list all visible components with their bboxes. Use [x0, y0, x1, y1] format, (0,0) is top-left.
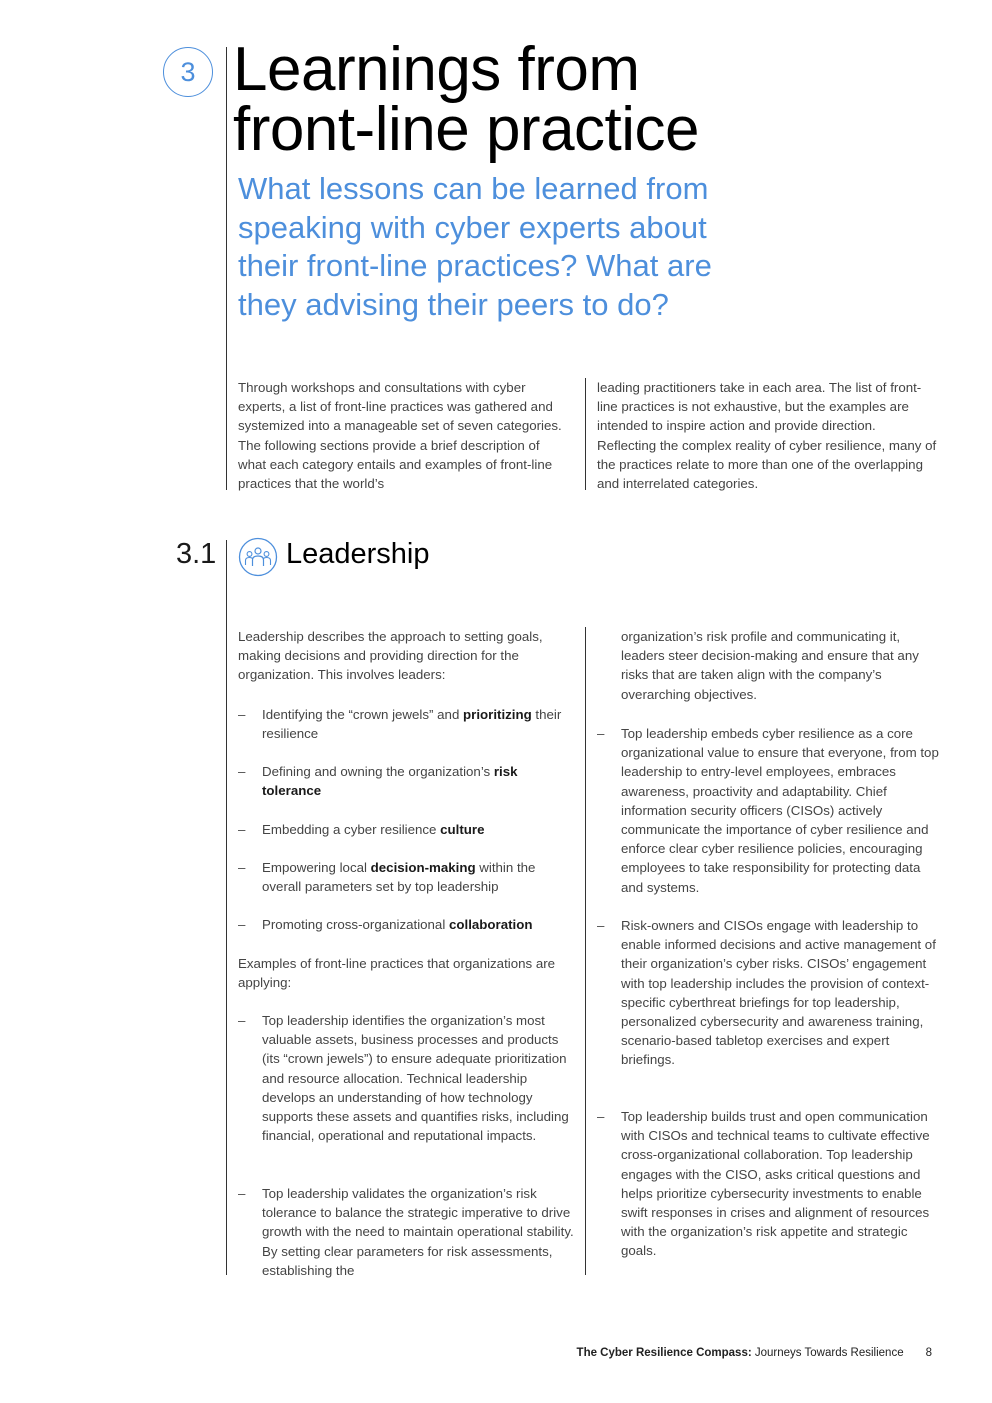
section-title: Leadership [286, 538, 430, 570]
chapter-subtitle: What lessons can be learned from speaking with cyber experts about their front-line practices? What are they advising their peers to do? [238, 171, 712, 322]
body-column-divider [585, 627, 586, 1275]
chapter-title-line1: Learnings from [233, 35, 640, 104]
example-item: – Top leadership builds trust and open communication with CISOs and technical teams to cultivate effective cross-organizational collaboration. Top leadership engages with the CISO, asks critical questions and helps prioritize cybersecurity investments to enable swift responses in crises and alignment of resources with the organization’s risk appetite and strategic goals. [597, 1109, 930, 1259]
list-item: – Identifying the “crown jewels” and prioritizing their resilience [238, 707, 562, 742]
footer-title: The Cyber Resilience Compass: [576, 1347, 752, 1359]
example-item: – Top leadership embeds cyber resilience as a core organizational value to ensure that everyone, from top leadership to entry-level employees, embraces awareness, proactivity and adaptability. Chief information security officers (CISOs) actively communicate the importance of cyber resilience and enforce clear cyber resilience policies, encouraging employees to take responsibility for protecting data and systems. [597, 726, 939, 895]
intro-column-2: leading practitioners take in each area. The list of front-line practices is not exhaustive, but the examples are intended to inspire action and provide direction. Reflecting the complex reality of cyber resilience, many of the practices relate to more than one of the overlapping and interrelated categories. [597, 380, 937, 492]
example-continuation: organization’s risk profile and communicating it, leaders steer decision-making and ensure that any risks that are taken align with the company’s overarching objectives. [621, 629, 919, 702]
page-footer [577, 1347, 932, 1359]
footer-subtitle: Journeys Towards Resilience [751, 1347, 904, 1359]
chapter-title [233, 35, 953, 164]
intro-column-divider [585, 378, 586, 490]
list-item: – Empowering local decision-making within the overall parameters set by top leadership [238, 860, 536, 895]
chapter-title-line2: front-line practice [233, 95, 700, 164]
people-group-icon [238, 537, 278, 577]
examples-intro: Examples of front-line practices that organizations are applying: [238, 956, 556, 991]
example-item: – Top leadership identifies the organization’s most valuable assets, business processes and products (its “crown jewels”) to ensure adequate prioritization and resource allocation. Technical leadership develops an understanding of how technology supports these assets and quantifies risks, including financial, operational and reputational impacts. [238, 1013, 569, 1144]
chapter-number-badge [163, 47, 213, 97]
chapter-rule [226, 47, 227, 490]
list-item: – Embedding a cyber resilience culture [238, 822, 485, 837]
chapter-number: 3 [180, 56, 196, 87]
example-item: – Risk-owners and CISOs engage with leadership to enable informed decisions and active management of their organization’s cyber risks. CISOs’ engagement with top leadership includes the provision of context-specific cyberthreat briefings for top leadership, personalized cybersecurity and awareness training, scenario-based tabletop exercises and expert briefings. [597, 918, 936, 1068]
page-number: 8 [925, 1347, 932, 1359]
section-lead: Leadership describes the approach to setting goals, making decisions and providing direction for the organization. This involves leaders: [238, 629, 543, 683]
intro-column-1: Through workshops and consultations with cyber experts, a list of front-line practices was gathered and systemized into a manageable set of seven categories. The following sections provide a brief description of what each category entails and examples of front-line practices that the world’s [238, 380, 562, 492]
list-item: – Promoting cross-organizational collaboration [238, 917, 533, 932]
section-number: 3.1 [176, 538, 217, 570]
example-item: – Top leadership validates the organization’s risk tolerance to balance the strategic imperative to drive growth with the need to maintain operational stability. By setting clear parameters for risk assessments, establishing the [238, 1186, 574, 1278]
list-item: – Defining and owning the organization’s risk tolerance [238, 764, 518, 799]
section-rule [226, 540, 227, 1275]
